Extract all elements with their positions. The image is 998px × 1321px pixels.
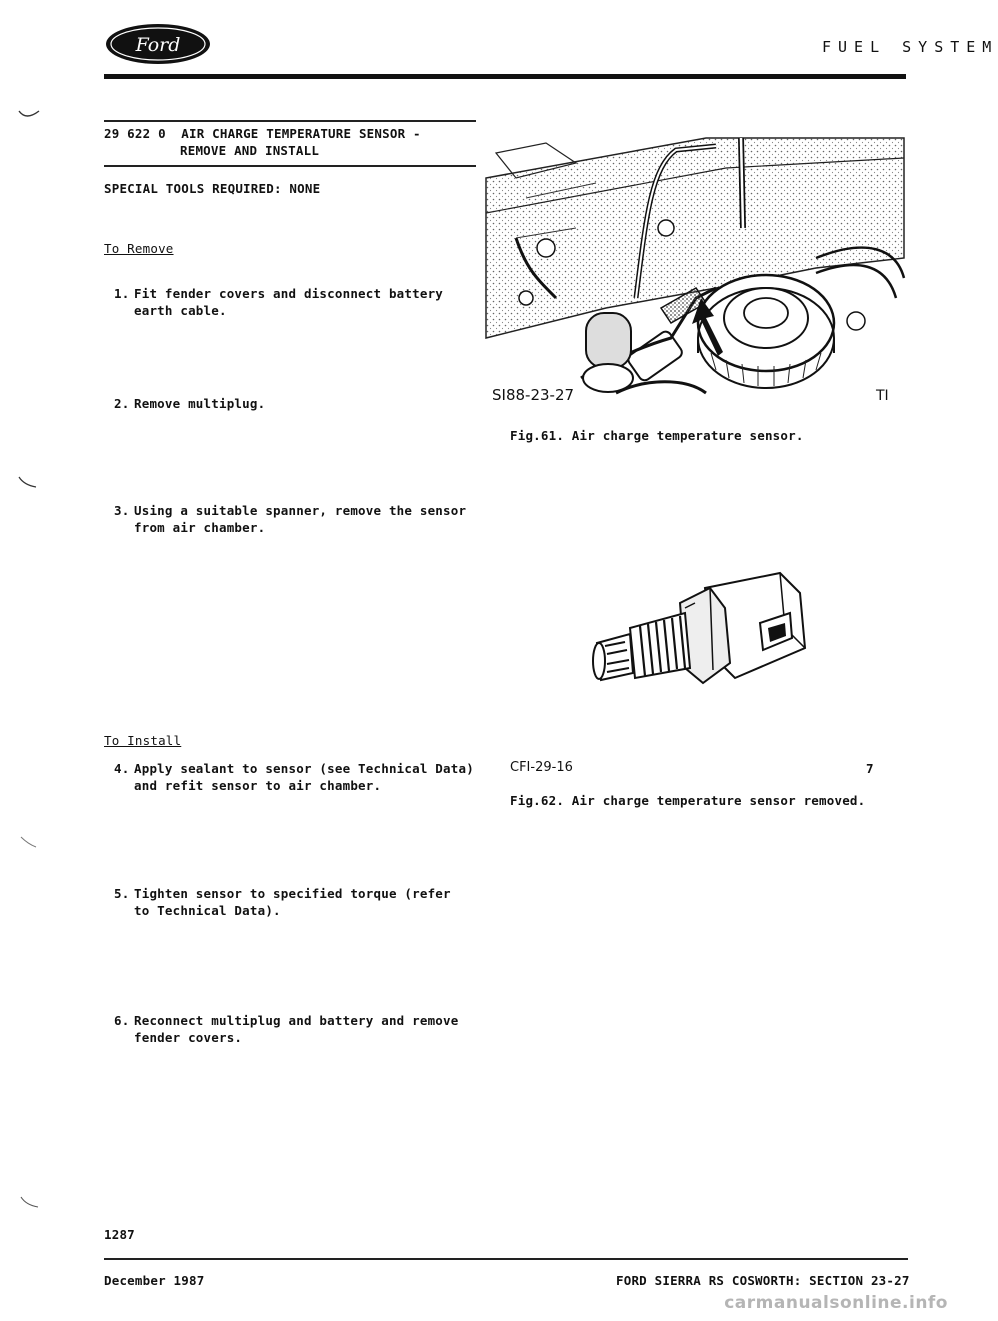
fig61-caption: Fig.61. Air charge temperature sensor. [510, 428, 804, 443]
step-text: Apply sealant to sensor (see Technical Data) [134, 761, 474, 776]
step-text: Using a suitable spanner, remove the sensor [134, 503, 467, 518]
footer-rule [104, 1258, 908, 1260]
section-title-block [104, 125, 484, 159]
step-text: Reconnect multiplug and battery and remove [134, 1013, 459, 1028]
margin-mark [20, 835, 42, 849]
fig61-engine-illustration [486, 138, 904, 410]
step-text-cont: from air chamber. [134, 520, 266, 535]
step-text: Fit fender covers and disconnect battery [134, 286, 444, 301]
step-text-cont: to Technical Data). [134, 903, 281, 918]
ford-logo-text: Ford [135, 34, 181, 56]
section-top-rule [104, 120, 476, 122]
header-rule [104, 74, 906, 79]
install-heading: To Install [104, 733, 182, 748]
step-text: Tighten sensor to specified torque (refer [134, 886, 451, 901]
step-6 [114, 1012, 458, 1046]
watermark: carmanualsonline.info [724, 1293, 948, 1313]
margin-mark [20, 1195, 42, 1209]
page-number: 1287 [104, 1227, 135, 1242]
section-title-line1: AIR CHARGE TEMPERATURE SENSOR - [181, 126, 421, 141]
step-1 [114, 285, 443, 319]
fig62-ref: CFI-29-16 [510, 760, 573, 775]
header-title: FUEL SYSTEM [822, 38, 998, 56]
step-text-cont: and refit sensor to air chamber. [134, 778, 382, 793]
fig62-caption: Fig.62. Air charge temperature sensor removed. [510, 793, 866, 808]
step-number: 5. [114, 886, 130, 901]
step-5 [114, 885, 451, 919]
margin-mark [18, 475, 40, 489]
footer-section-ref: FORD SIERRA RS COSWORTH: SECTION 23-27 [616, 1273, 910, 1288]
fig61-mark: TI [876, 388, 889, 404]
step-number: 3. [114, 503, 130, 518]
special-tools: SPECIAL TOOLS REQUIRED: NONE [104, 181, 321, 196]
fig62-sensor-illustration [585, 568, 815, 698]
remove-heading: To Remove [104, 241, 174, 256]
step-number: 2. [114, 396, 130, 411]
section-bottom-rule [104, 165, 476, 167]
step-text-cont: earth cable. [134, 303, 227, 318]
footer-date: December 1987 [104, 1273, 205, 1288]
step-4 [114, 760, 474, 794]
step-3 [114, 502, 466, 536]
step-number: 1. [114, 286, 130, 301]
step-text: Remove multiplug. [134, 396, 266, 411]
ford-logo [104, 22, 212, 66]
section-code: 29 622 0 [104, 126, 166, 141]
step-text-cont: fender covers. [134, 1030, 243, 1045]
margin-mark [18, 108, 40, 122]
step-number: 6. [114, 1013, 130, 1028]
section-title-line2: REMOVE AND INSTALL [180, 143, 320, 158]
step-2 [114, 395, 265, 412]
fig62-mark: 7 [866, 761, 874, 776]
fig61-ref: SI88-23-27 [492, 386, 575, 404]
step-number: 4. [114, 761, 130, 776]
